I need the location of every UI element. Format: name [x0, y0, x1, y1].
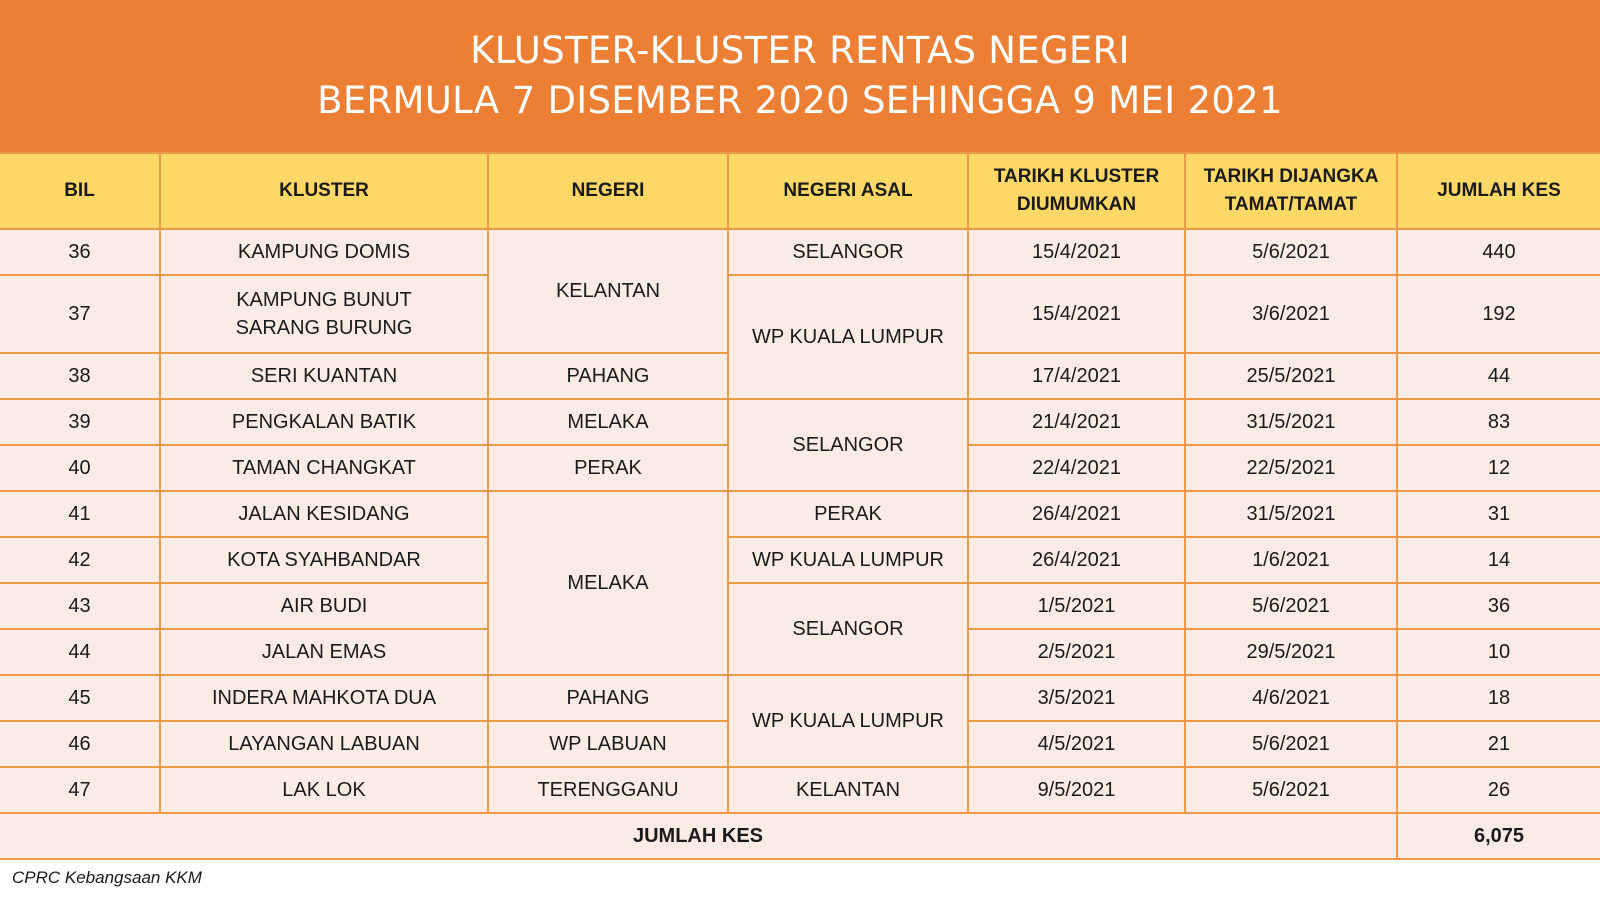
jumlah-kes-cell: 192 [1397, 275, 1600, 353]
kluster-name-line: JALAN EMAS [261, 641, 387, 663]
tarikh-tamat-cell: 29/5/2021 [1185, 629, 1397, 675]
col-header-tarikh-diumumkan-line-2: DIUMUMKAN [1016, 194, 1137, 215]
negeri-cell: KELANTAN [488, 229, 728, 353]
kluster-cell [160, 491, 488, 537]
col-header-bil: BIL [0, 153, 160, 229]
jumlah-kes-cell: 44 [1397, 353, 1600, 399]
kluster-cell [160, 229, 488, 275]
negeri-cell: PERAK [488, 445, 728, 491]
kluster-name-line: LAK LOK [282, 779, 366, 801]
tarikh-diumumkan-cell: 17/4/2021 [968, 353, 1185, 399]
bil-cell: 38 [0, 353, 160, 399]
jumlah-kes-cell: 10 [1397, 629, 1600, 675]
negeri-asal-cell: WP KUALA LUMPUR [728, 275, 968, 399]
kluster-name-line: INDERA MAHKOTA DUA [211, 687, 437, 709]
tarikh-diumumkan-cell: 26/4/2021 [968, 491, 1185, 537]
jumlah-kes-cell: 83 [1397, 399, 1600, 445]
kluster-name-line: KAMPUNG BUNUT [236, 289, 412, 311]
bil-cell: 43 [0, 583, 160, 629]
table-row [0, 399, 1600, 445]
kluster-table [0, 152, 1600, 860]
title-banner [0, 0, 1600, 152]
jumlah-kes-cell: 14 [1397, 537, 1600, 583]
tarikh-diumumkan-cell: 22/4/2021 [968, 445, 1185, 491]
table-row [0, 537, 1600, 583]
table-row [0, 229, 1600, 275]
title-line-2: BERMULA 7 DISEMBER 2020 SEHINGGA 9 MEI 2021 [317, 79, 1283, 122]
kluster-name-line: SERI KUANTAN [250, 365, 398, 387]
negeri-cell: MELAKA [488, 491, 728, 675]
col-header-negeri-asal: NEGERI ASAL [728, 153, 968, 229]
tarikh-tamat-cell: 3/6/2021 [1185, 275, 1397, 353]
tarikh-diumumkan-cell: 15/4/2021 [968, 229, 1185, 275]
kluster-name-line: PENGKALAN BATIK [231, 411, 417, 433]
negeri-asal-cell: KELANTAN [728, 767, 968, 813]
kluster-name-line: SARANG BURUNG [235, 317, 413, 339]
col-header-kluster: KLUSTER [160, 153, 488, 229]
source-credit: CPRC Kebangsaan KKM [12, 868, 202, 887]
tarikh-tamat-cell: 5/6/2021 [1185, 229, 1397, 275]
jumlah-kes-cell: 18 [1397, 675, 1600, 721]
col-header-tarikh-diumumkan [968, 153, 1185, 229]
tarikh-diumumkan-cell: 21/4/2021 [968, 399, 1185, 445]
kluster-name-line: KOTA SYAHBANDAR [227, 549, 421, 571]
bil-cell: 41 [0, 491, 160, 537]
jumlah-kes-cell: 36 [1397, 583, 1600, 629]
negeri-cell: PAHANG [488, 353, 728, 399]
negeri-asal-cell: WP KUALA LUMPUR [728, 537, 968, 583]
tarikh-tamat-cell: 25/5/2021 [1185, 353, 1397, 399]
kluster-name-line: LAYANGAN LABUAN [228, 733, 420, 755]
kluster-name-line: AIR BUDI [280, 595, 368, 617]
bil-cell: 36 [0, 229, 160, 275]
col-header-jumlah-kes: JUMLAH KES [1397, 153, 1600, 229]
negeri-cell: WP LABUAN [488, 721, 728, 767]
kluster-cell [160, 629, 488, 675]
negeri-asal-cell: WP KUALA LUMPUR [728, 675, 968, 767]
col-header-tarikh-tamat [1185, 153, 1397, 229]
bil-cell: 37 [0, 275, 160, 353]
title-line-1: KLUSTER-KLUSTER RENTAS NEGERI [470, 29, 1130, 72]
column-header-row [0, 153, 1600, 229]
total-label: JUMLAH KES [0, 813, 1397, 859]
negeri-cell: MELAKA [488, 399, 728, 445]
tarikh-diumumkan-cell: 15/4/2021 [968, 275, 1185, 353]
kluster-cell [160, 721, 488, 767]
tarikh-diumumkan-cell: 9/5/2021 [968, 767, 1185, 813]
bil-cell: 39 [0, 399, 160, 445]
kluster-name-line: TAMAN CHANGKAT [232, 457, 416, 479]
bil-cell: 47 [0, 767, 160, 813]
col-header-tarikh-tamat-line-2: TAMAT/TAMAT [1224, 194, 1358, 215]
table-row [0, 491, 1600, 537]
col-header-tarikh-diumumkan-line-1: TARIKH KLUSTER [993, 166, 1160, 187]
tarikh-diumumkan-cell: 4/5/2021 [968, 721, 1185, 767]
tarikh-diumumkan-cell: 2/5/2021 [968, 629, 1185, 675]
total-row [0, 813, 1600, 859]
jumlah-kes-cell: 26 [1397, 767, 1600, 813]
col-header-tarikh-tamat-line-1: TARIKH DIJANGKA [1203, 166, 1379, 187]
jumlah-kes-cell: 31 [1397, 491, 1600, 537]
kluster-name-line: KAMPUNG DOMIS [237, 241, 411, 263]
negeri-asal-cell: SELANGOR [728, 399, 968, 491]
tarikh-tamat-cell: 22/5/2021 [1185, 445, 1397, 491]
kluster-cell [160, 675, 488, 721]
tarikh-tamat-cell: 31/5/2021 [1185, 399, 1397, 445]
table-row [0, 275, 1600, 353]
negeri-asal-cell: SELANGOR [728, 583, 968, 675]
kluster-name-line: JALAN KESIDANG [238, 503, 410, 525]
kluster-cell [160, 275, 488, 353]
negeri-cell: PAHANG [488, 675, 728, 721]
kluster-cell [160, 399, 488, 445]
tarikh-tamat-cell: 1/6/2021 [1185, 537, 1397, 583]
bil-cell: 42 [0, 537, 160, 583]
tarikh-diumumkan-cell: 3/5/2021 [968, 675, 1185, 721]
kluster-cell [160, 583, 488, 629]
table-body [0, 229, 1600, 859]
tarikh-tamat-cell: 31/5/2021 [1185, 491, 1397, 537]
negeri-asal-cell: PERAK [728, 491, 968, 537]
tarikh-tamat-cell: 5/6/2021 [1185, 767, 1397, 813]
bil-cell: 46 [0, 721, 160, 767]
bil-cell: 44 [0, 629, 160, 675]
tarikh-diumumkan-cell: 1/5/2021 [968, 583, 1185, 629]
table-row [0, 583, 1600, 629]
tarikh-diumumkan-cell: 26/4/2021 [968, 537, 1185, 583]
jumlah-kes-cell: 21 [1397, 721, 1600, 767]
table-row [0, 767, 1600, 813]
kluster-cell [160, 537, 488, 583]
tarikh-tamat-cell: 4/6/2021 [1185, 675, 1397, 721]
kluster-cell [160, 445, 488, 491]
kluster-cell [160, 353, 488, 399]
tarikh-tamat-cell: 5/6/2021 [1185, 721, 1397, 767]
bil-cell: 45 [0, 675, 160, 721]
kluster-cell [160, 767, 488, 813]
table-row [0, 675, 1600, 721]
col-header-negeri: NEGERI [488, 153, 728, 229]
jumlah-kes-cell: 12 [1397, 445, 1600, 491]
negeri-asal-cell: SELANGOR [728, 229, 968, 275]
total-value: 6,075 [1397, 813, 1600, 859]
jumlah-kes-cell: 440 [1397, 229, 1600, 275]
negeri-cell: TERENGGANU [488, 767, 728, 813]
bil-cell: 40 [0, 445, 160, 491]
tarikh-tamat-cell: 5/6/2021 [1185, 583, 1397, 629]
